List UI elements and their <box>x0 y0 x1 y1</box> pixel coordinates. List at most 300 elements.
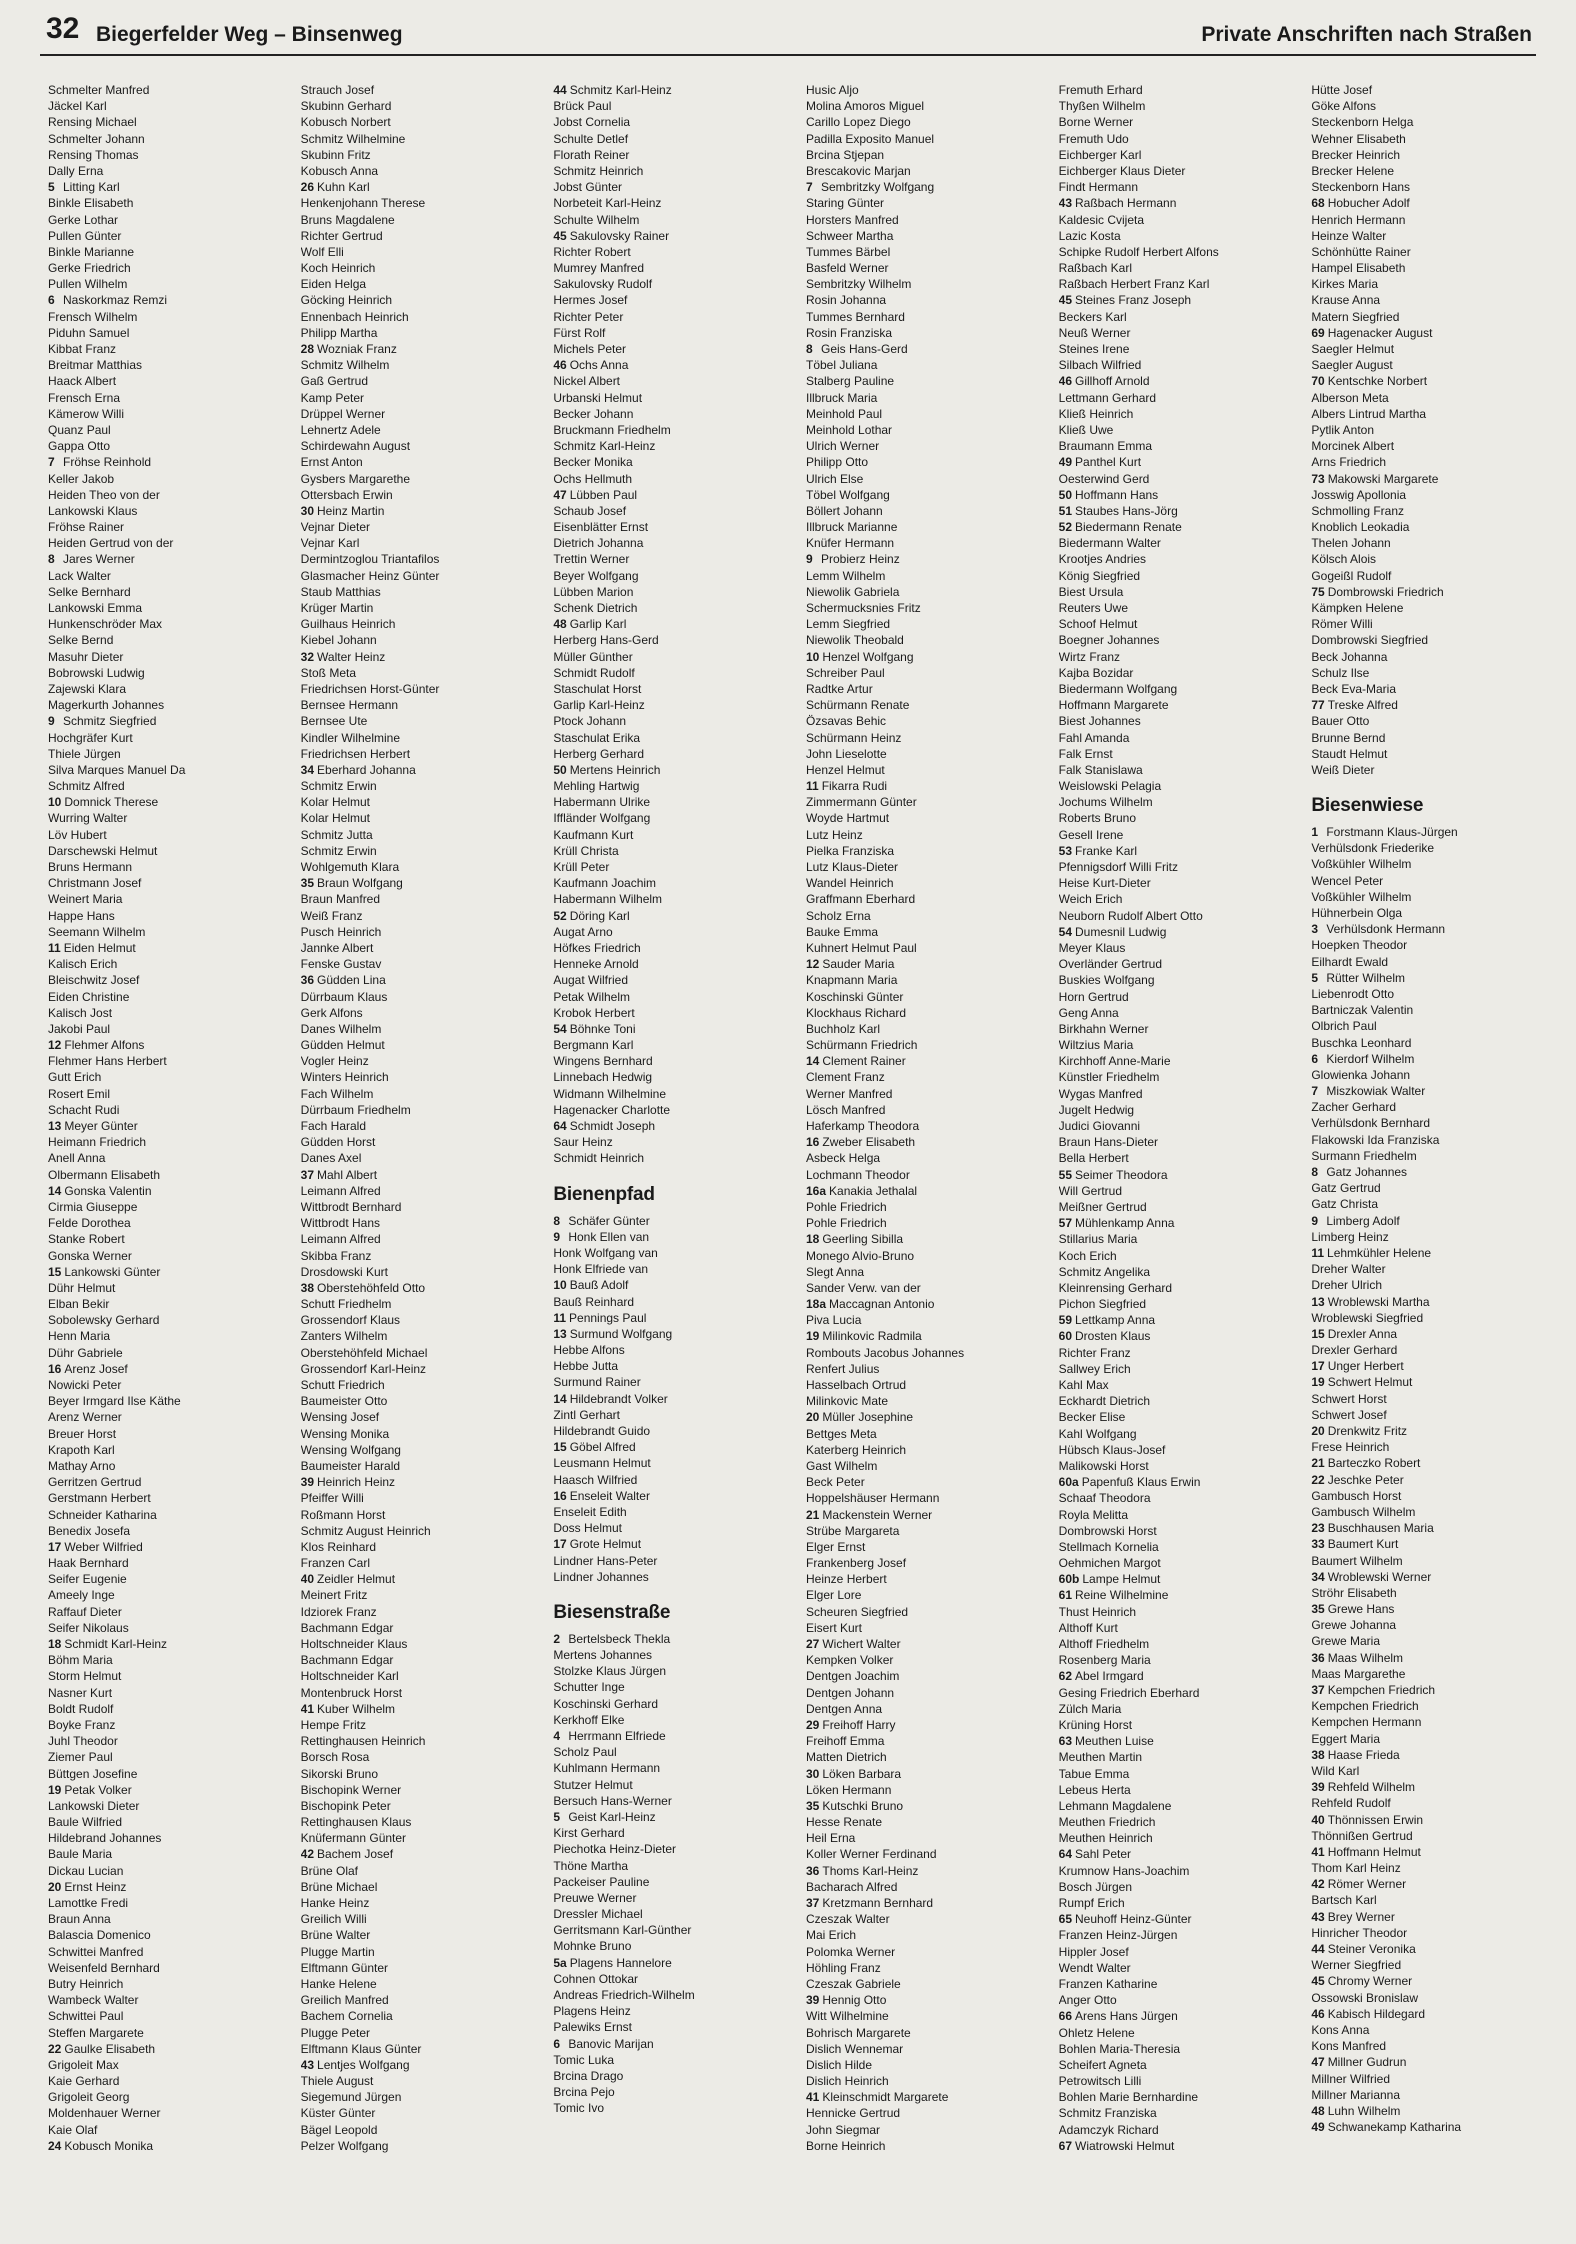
house-number: 8 <box>553 1213 561 1228</box>
resident-name: Luhn Wilhelm <box>1327 2103 1401 2118</box>
directory-entry <box>1059 1037 1296 1053</box>
directory-entry <box>806 325 1043 341</box>
resident-name: Pielka Franziska <box>806 843 895 858</box>
resident-name: Staubes Hans-Jörg <box>1075 503 1178 518</box>
resident-name: Friedrichsen Herbert <box>300 746 411 761</box>
directory-entry <box>301 341 538 357</box>
directory-entry <box>1311 422 1548 438</box>
resident-name: Thiele August <box>300 2074 374 2089</box>
directory-entry <box>301 1636 538 1652</box>
house-number: 41 <box>806 2090 820 2105</box>
resident-name: Raßbach Karl <box>1058 261 1133 276</box>
directory-entry <box>48 1830 285 1846</box>
resident-name: Hagenacker August <box>1327 325 1433 340</box>
house-number: 43 <box>1058 196 1073 211</box>
house-number: 44 <box>553 83 567 97</box>
directory-entry <box>1311 1294 1548 1310</box>
directory-entry <box>1311 1180 1548 1196</box>
resident-name: Becker Johann <box>553 406 634 421</box>
resident-name: Bauer Otto <box>1311 714 1370 729</box>
resident-name: Millner Wilfried <box>1311 2071 1391 2086</box>
directory-entry <box>48 730 285 746</box>
resident-name: Frensch Erna <box>48 390 121 405</box>
directory-entry <box>1311 1941 1548 1957</box>
directory-entry <box>806 1668 1043 1684</box>
resident-name: Pfeiffer Willi <box>300 1491 364 1506</box>
resident-name: Knüfer Hermann <box>806 536 895 551</box>
resident-name: Bernsee Ute <box>300 714 368 729</box>
directory-entry <box>553 956 790 972</box>
resident-name: Wroblewski Werner <box>1327 1569 1432 1584</box>
resident-name: Meuthen Heinrich <box>1058 1831 1153 1846</box>
resident-name: Weislowski Pelagia <box>1058 779 1162 794</box>
directory-entry <box>806 535 1043 551</box>
resident-name: Boldt Rudolf <box>48 1701 114 1716</box>
resident-name: Kaie Gerhard <box>48 2074 120 2089</box>
resident-name: Gonska Valentin <box>64 1183 152 1198</box>
resident-name: Lankowski Emma <box>48 601 143 615</box>
resident-name: Vogler Heinz <box>300 1054 369 1069</box>
resident-name: Schenk Dietrich <box>553 601 638 615</box>
resident-name: Quanz Paul <box>48 422 111 437</box>
directory-column-5 <box>1059 82 1296 2232</box>
house-number: 2 <box>553 1631 561 1646</box>
resident-name: Scholz Paul <box>553 1745 617 1760</box>
resident-name: Nickel Albert <box>553 374 621 389</box>
resident-name: Werner Manfred <box>806 1086 893 1101</box>
resident-name: Lehmkühler Helene <box>1327 1245 1432 1260</box>
resident-name: Fach Wilhelm <box>300 1086 374 1101</box>
directory-entry <box>48 616 285 632</box>
house-number: 16a <box>806 1183 827 1198</box>
directory-entry <box>48 1199 285 1215</box>
directory-entry <box>301 1846 538 1862</box>
resident-name: Kämpken Helene <box>1311 601 1404 615</box>
directory-entry <box>553 584 790 600</box>
resident-name: Eichberger Karl <box>1058 147 1142 162</box>
directory-entry <box>806 1992 1043 2008</box>
resident-name: Matten Dietrich <box>806 1750 887 1765</box>
directory-entry <box>553 1102 790 1118</box>
directory-entry <box>301 1960 538 1976</box>
directory-entry <box>1311 1860 1548 1876</box>
resident-name: Hildebrandt Volker <box>569 1391 668 1406</box>
directory-entry <box>48 1782 285 1798</box>
directory-entry <box>301 1280 538 1296</box>
resident-name: Özsavas Behic <box>806 714 887 729</box>
directory-entry <box>806 1733 1043 1749</box>
resident-name: Tomic Ivo <box>553 2101 605 2116</box>
directory-entry <box>806 1086 1043 1102</box>
resident-name: Arenz Josef <box>64 1361 128 1376</box>
resident-name: Nasner Kurt <box>48 1685 113 1700</box>
directory-entry <box>1059 2008 1296 2024</box>
directory-entry <box>48 1377 285 1393</box>
directory-entry <box>48 82 285 98</box>
directory-entry <box>48 794 285 810</box>
directory-entry <box>1311 309 1548 325</box>
directory-entry <box>1059 1895 1296 1911</box>
resident-name: Lentjes Wolfgang <box>317 2057 410 2072</box>
directory-entry <box>1311 1892 1548 1908</box>
resident-name: Strauch Josef <box>300 83 375 97</box>
resident-name: Bachmann Edgar <box>300 1653 394 1668</box>
resident-name: Kretzmann Bernhard <box>822 1896 934 1910</box>
directory-entry <box>1059 584 1296 600</box>
directory-entry <box>1059 390 1296 406</box>
resident-name: Dürrbaum Klaus <box>300 989 388 1004</box>
resident-name: Biest Johannes <box>1058 714 1141 729</box>
resident-name: Henzel Wolfgang <box>822 649 914 664</box>
resident-name: Weber Wilfried <box>64 1539 143 1554</box>
resident-name: Fach Harald <box>300 1119 367 1133</box>
resident-name: Beck Peter <box>806 1475 865 1490</box>
resident-name: Graffmann Eberhard <box>806 892 916 907</box>
directory-entry <box>806 600 1043 616</box>
directory-entry <box>1311 1633 1548 1649</box>
directory-entry <box>1059 1798 1296 1814</box>
directory-entry <box>1311 1763 1548 1779</box>
resident-name: Dühr Helmut <box>48 1280 116 1295</box>
directory-entry <box>806 1717 1043 1733</box>
resident-name: Klockhaus Richard <box>806 1005 907 1020</box>
directory-entry <box>553 616 790 632</box>
resident-name: Elftmann Klaus Günter <box>300 2041 422 2056</box>
directory-entry <box>806 1685 1043 1701</box>
directory-entry <box>553 487 790 503</box>
resident-name: Breitmar Matthias <box>48 358 143 373</box>
directory-entry <box>806 1215 1043 1231</box>
house-number: 43 <box>300 2057 315 2072</box>
resident-name: Weiß Franz <box>300 908 363 923</box>
resident-name: Habermann Wilhelm <box>553 892 663 907</box>
directory-entry <box>48 195 285 211</box>
resident-name: Knüfermann Günter <box>300 1831 407 1846</box>
directory-entry <box>1059 1636 1296 1652</box>
directory-entry <box>1059 1555 1296 1571</box>
directory-entry <box>1311 1261 1548 1277</box>
directory-entry <box>48 810 285 826</box>
directory-entry <box>301 1798 538 1814</box>
resident-name: Albers Lintrud Martha <box>1311 406 1427 421</box>
resident-name: Heinz Martin <box>317 503 385 518</box>
directory-entry <box>806 1830 1043 1846</box>
resident-name: Schutter Inge <box>553 1680 625 1695</box>
resident-name: Wittbrodt Hans <box>300 1216 381 1231</box>
resident-name: Basfeld Werner <box>806 261 889 276</box>
directory-entry <box>1311 1876 1548 1892</box>
directory-entry <box>48 487 285 503</box>
directory-entry <box>1059 454 1296 470</box>
resident-name: Polomka Werner <box>806 1944 896 1959</box>
resident-name: Kahl Max <box>1058 1378 1109 1392</box>
directory-entry <box>806 1345 1043 1361</box>
resident-name: Grigoleit Max <box>48 2057 119 2072</box>
directory-entry <box>1311 212 1548 228</box>
resident-name: Römer Werner <box>1327 1877 1407 1892</box>
house-number: 33 <box>1311 1537 1325 1552</box>
directory-entry <box>806 1814 1043 1830</box>
directory-entry <box>1311 1585 1548 1601</box>
resident-name: Roberts Bruno <box>1058 811 1137 826</box>
directory-entry <box>1311 746 1548 762</box>
resident-name: Jugelt Hedwig <box>1058 1102 1135 1117</box>
resident-name: Grewe Maria <box>1311 1634 1381 1649</box>
resident-name: Linnebach Hedwig <box>553 1070 653 1085</box>
house-number: 10 <box>806 649 820 664</box>
directory-entry <box>553 276 790 292</box>
directory-entry <box>1059 2122 1296 2138</box>
resident-name: Skibba Franz <box>300 1248 372 1263</box>
directory-entry <box>301 859 538 875</box>
directory-entry <box>301 1377 538 1393</box>
resident-name: Holtschneider Klaus <box>300 1637 408 1651</box>
directory-entry <box>48 357 285 373</box>
directory-entry <box>806 1782 1043 1798</box>
directory-entry <box>301 1749 538 1765</box>
resident-name: Schmitz Karl-Heinz <box>569 83 672 97</box>
resident-name: Leimann Alfred <box>300 1232 381 1247</box>
directory-entry <box>48 1555 285 1571</box>
directory-entry <box>806 972 1043 988</box>
resident-name: Zeidler Helmut <box>317 1572 396 1587</box>
house-number: 60a <box>1058 1475 1079 1490</box>
resident-name: Fröhse Reinhold <box>63 455 152 470</box>
resident-name: Franzen Carl <box>300 1556 371 1571</box>
directory-entry <box>1059 665 1296 681</box>
resident-name: Ennenbach Heinrich <box>300 309 409 324</box>
resident-name: Althoff Kurt <box>1058 1620 1118 1635</box>
house-number: 61 <box>1058 1588 1073 1603</box>
directory-entry <box>301 843 538 859</box>
resident-name: Overländer Gertrud <box>1058 957 1163 972</box>
house-number: 53 <box>1058 843 1073 858</box>
house-number: 64 <box>1058 1847 1073 1862</box>
directory-entry <box>301 632 538 648</box>
directory-entry <box>301 1102 538 1118</box>
resident-name: Brück Paul <box>553 99 612 114</box>
resident-name: Pusch Heinrich <box>300 924 382 939</box>
directory-entry <box>1311 1650 1548 1666</box>
house-number: 40 <box>1311 1812 1325 1827</box>
resident-name: Zweber Elisabeth <box>822 1135 916 1150</box>
resident-name: Siegemund Jürgen <box>300 2090 402 2105</box>
directory-entry <box>1059 2057 1296 2073</box>
directory-entry <box>48 98 285 114</box>
directory-entry <box>1059 1328 1296 1344</box>
house-number: 18 <box>806 1232 820 1247</box>
resident-name: Rettinghausen Klaus <box>300 1815 412 1830</box>
resident-name: Kerkhoff Elke <box>553 1712 625 1727</box>
house-number: 37 <box>300 1167 315 1182</box>
directory-entry <box>806 1199 1043 1215</box>
resident-name: Bacharach Alfred <box>806 1879 898 1894</box>
directory-entry <box>48 1409 285 1425</box>
resident-name: Böhm Maria <box>48 1653 113 1668</box>
resident-name: Habermann Ulrike <box>553 795 651 810</box>
resident-name: Hildebrand Johannes <box>48 1831 162 1846</box>
directory-entry <box>48 1587 285 1603</box>
resident-name: Nowicki Peter <box>48 1378 122 1392</box>
resident-name: Schutt Friedhelm <box>300 1297 392 1312</box>
directory-entry <box>301 1053 538 1069</box>
resident-name: Pohle Friedrich <box>806 1216 887 1231</box>
resident-name: Gambusch Wilhelm <box>1311 1504 1416 1519</box>
resident-name: Hanke Helene <box>300 1976 377 1991</box>
resident-name: Kanakia Jethalal <box>829 1183 918 1198</box>
resident-name: Arns Friedrich <box>1311 455 1387 470</box>
directory-entry <box>806 454 1043 470</box>
resident-name: Flehmer Hans Herbert <box>48 1054 167 1069</box>
resident-name: Augat Wilfried <box>553 973 629 988</box>
directory-entry <box>301 228 538 244</box>
resident-name: Mackenstein Werner <box>822 1507 933 1522</box>
resident-name: Saegler Helmut <box>1311 342 1395 356</box>
resident-name: Kierdorf Wilhelm <box>1326 1051 1415 1066</box>
resident-name: Tabue Emma <box>1058 1766 1130 1781</box>
resident-name: Weisenfeld Bernhard <box>48 1960 160 1975</box>
resident-name: Schwert Horst <box>1311 1391 1387 1406</box>
resident-name: Ströhr Elisabeth <box>1311 1585 1397 1600</box>
directory-entry <box>1311 195 1548 211</box>
resident-name: Bosch Jürgen <box>1058 1879 1133 1894</box>
directory-entry <box>553 1005 790 1021</box>
resident-name: Lübben Marion <box>553 584 634 599</box>
house-number: 35 <box>806 1798 820 1813</box>
resident-name: Haasch Wilfried <box>553 1472 638 1487</box>
resident-name: Lemm Siegfried <box>806 617 891 632</box>
directory-entry <box>553 1455 790 1471</box>
resident-name: Czeszak Gabriele <box>806 1976 901 1991</box>
directory-entry <box>806 98 1043 114</box>
resident-name: Wencel Peter <box>1311 873 1384 888</box>
resident-name: Scheuren Siegfried <box>806 1604 909 1619</box>
resident-name: Krüll Peter <box>553 860 610 874</box>
directory-column-3 <box>553 82 790 2232</box>
resident-name: Voßkühler Wilhelm <box>1311 857 1412 872</box>
directory-entry <box>806 1927 1043 1943</box>
directory-entry <box>48 1102 285 1118</box>
resident-name: Milinkovic Radmila <box>822 1329 922 1344</box>
resident-name: Gaß Gertrud <box>300 374 369 389</box>
resident-name: Sembritzky Wilhelm <box>806 277 912 292</box>
directory-entry <box>553 1874 790 1890</box>
resident-name: Skubinn Fritz <box>300 147 371 162</box>
directory-entry <box>48 2089 285 2105</box>
directory-entry <box>806 584 1043 600</box>
resident-name: Hennicke Gertrud <box>806 2106 901 2121</box>
street-heading: Biesenstraße <box>553 1601 671 1623</box>
resident-name: Dombrowski Friedrich <box>1327 584 1444 599</box>
directory-entry <box>1311 131 1548 147</box>
resident-name: Stutzer Helmut <box>553 1777 633 1792</box>
directory-entry <box>806 1539 1043 1555</box>
resident-name: Dislich Hilde <box>806 2057 873 2072</box>
resident-name: Haferkamp Theodora <box>806 1119 920 1133</box>
resident-name: Greilich Manfred <box>300 1993 389 2008</box>
resident-name: Andreas Friedrich-Wilhelm <box>553 1988 695 2002</box>
directory-entry <box>48 584 285 600</box>
directory-entry <box>48 1895 285 1911</box>
directory-entry <box>1059 1749 1296 1765</box>
resident-name: Illbruck Marianne <box>806 520 898 535</box>
resident-name: Skubinn Gerhard <box>300 99 392 114</box>
house-number: 11 <box>553 1310 567 1325</box>
directory-entry <box>806 1296 1043 1312</box>
house-number: 6 <box>1311 1051 1319 1066</box>
resident-name: Wirtz Franz <box>1058 649 1120 664</box>
directory-entry <box>48 649 285 665</box>
house-number: 39 <box>300 1475 315 1490</box>
directory-entry <box>553 292 790 308</box>
house-number: 50 <box>553 762 567 777</box>
resident-name: Bischopink Werner <box>300 1782 402 1797</box>
resident-name: Dentgen Anna <box>806 1701 883 1716</box>
house-number: 57 <box>1058 1216 1073 1231</box>
directory-entry <box>1059 1280 1296 1296</box>
house-number: 75 <box>1311 584 1325 599</box>
directory-entry <box>301 1927 538 1943</box>
directory-entry <box>806 1960 1043 1976</box>
resident-name: Göcking Heinrich <box>300 293 393 308</box>
directory-entry <box>806 390 1043 406</box>
directory-entry <box>1059 1507 1296 1523</box>
directory-entry <box>301 972 538 988</box>
resident-name: Hübsch Klaus-Josef <box>1058 1442 1166 1457</box>
resident-name: Keller Jakob <box>48 471 115 486</box>
resident-name: Koschinski Günter <box>806 989 904 1004</box>
directory-entry <box>1059 292 1296 308</box>
resident-name: Schmitz Karl-Heinz <box>553 439 656 454</box>
directory-entry <box>806 1393 1043 1409</box>
resident-name: Lutz Heinz <box>806 827 863 842</box>
resident-name: Drüppel Werner <box>300 406 386 421</box>
resident-name: Hesse Renate <box>806 1815 883 1830</box>
directory-entry <box>553 1536 790 1552</box>
house-number: 9 <box>1311 1213 1319 1228</box>
directory-entry <box>1059 1717 1296 1733</box>
resident-name: Thöne Martha <box>553 1858 629 1873</box>
directory-entry <box>1311 665 1548 681</box>
directory-entry <box>301 114 538 130</box>
house-number: 21 <box>1311 1456 1325 1471</box>
house-number: 16 <box>806 1135 820 1150</box>
house-number: 29 <box>806 1717 820 1732</box>
directory-entry <box>1311 1617 1548 1633</box>
directory-entry <box>553 746 790 762</box>
directory-entry <box>553 195 790 211</box>
resident-name: Treske Alfred <box>1327 698 1398 713</box>
house-number: 11 <box>806 779 819 794</box>
directory-entry <box>806 1102 1043 1118</box>
resident-name: Bischopink Peter <box>300 1798 391 1813</box>
directory-entry <box>1311 600 1548 616</box>
resident-name: Gast Wilhelm <box>806 1458 878 1473</box>
resident-name: Borne Werner <box>1058 115 1134 130</box>
directory-entry <box>806 471 1043 487</box>
resident-name: Reine Wilhelmine <box>1075 1588 1169 1603</box>
directory-entry <box>806 1976 1043 1992</box>
directory-entry <box>806 2138 1043 2154</box>
directory-entry <box>48 891 285 907</box>
directory-entry <box>1059 1102 1296 1118</box>
resident-name: Liebenrodt Otto <box>1311 986 1395 1001</box>
directory-entry <box>1311 730 1548 746</box>
resident-name: Wichert Walter <box>822 1637 901 1651</box>
resident-name: Ochs Hellmuth <box>553 471 633 486</box>
resident-name: Thönnissen Erwin <box>1327 1812 1424 1827</box>
directory-entry <box>806 730 1043 746</box>
